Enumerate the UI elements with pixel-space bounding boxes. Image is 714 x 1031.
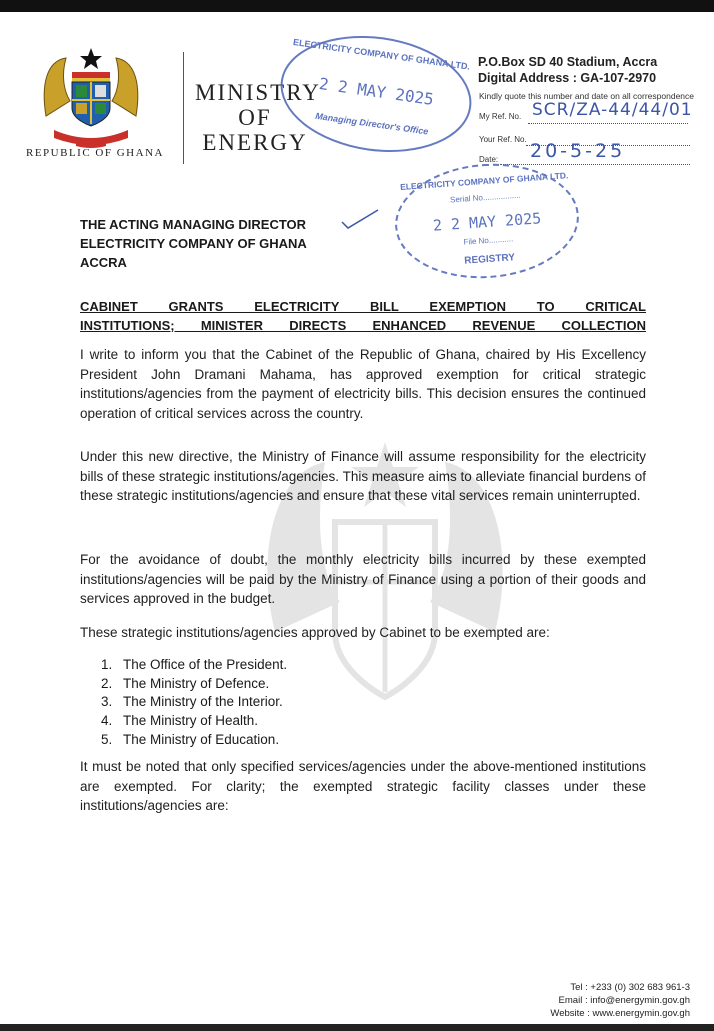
registry-stamp-org: ELECTRICITY COMPANY OF GHANA LTD. <box>399 170 569 192</box>
list-item: 4. The Ministry of Health. <box>101 713 259 729</box>
list-item: 5. The Ministry of Education. <box>101 731 280 747</box>
body-paragraph-5: It must be noted that only specified services/agencies under the above-mentioned institutions are exempted. For clarity; the exempted strategic facility classes under these institutions/agencies are: <box>80 759 646 813</box>
list-item: 1. The Office of the President. <box>101 657 288 672</box>
list-item: 3. The Ministry of the Interior. <box>101 694 283 710</box>
body-paragraph-3: For the avoidance of doubt, the monthly electricity bills incurred by these exempted institutions/agencies will be paid by the Ministry of Finance using a portion of their goods and services approved in the budget. <box>80 552 646 606</box>
subject-heading <box>80 297 646 335</box>
recipient-block <box>80 215 307 272</box>
date-handwritten: 20-5-25 <box>530 140 626 162</box>
subject-line-2: INSTITUTIONS; MINISTER DIRECTS ENHANCED REVENUE COLLECTION <box>80 318 646 333</box>
md-stamp-office: Managing Director's Office <box>314 110 429 137</box>
registry-stamp-date: 2 2 MAY 2025 <box>432 209 542 235</box>
registry-stamp-serial: Serial No................. <box>449 190 521 205</box>
your-ref-label: Your Ref. No. <box>479 135 527 144</box>
recipient-line-3: ACCRA <box>80 255 127 270</box>
footer-email: Email : info@energymin.gov.gh <box>558 995 690 1006</box>
body-paragraph-4: These strategic institutions/agencies approved by Cabinet to be exempted are: <box>80 625 550 640</box>
md-stamp-org: ELECTRICITY COMPANY OF GHANA LTD. <box>292 37 471 72</box>
ministry-line-1: MINISTRY <box>195 80 321 105</box>
top-dark-border <box>0 0 714 12</box>
body-paragraph-1: I write to inform you that the Cabinet of the Republic of Ghana, chaired by His Excellency President John Dramani Mahama, has approved exemption for critical strategic institutions/agencies from the payment of electricity bills. This decision ensures the continued operation of critical services across the country. <box>80 347 646 421</box>
recipient-line-1: THE ACTING MANAGING DIRECTOR <box>80 217 307 232</box>
letter-page <box>0 12 714 1024</box>
registry-stamp <box>391 158 583 285</box>
ministry-line-2: OF <box>238 105 272 130</box>
recipient-line-2: ELECTRICITY COMPANY OF GHANA <box>80 236 307 251</box>
registry-stamp-label: REGISTRY <box>463 252 516 267</box>
registry-stamp-file: File No........... <box>463 234 514 247</box>
handwritten-tick-icon <box>340 208 380 230</box>
contact-footer <box>480 981 690 1020</box>
republic-of-ghana-label: REPUBLIC OF GHANA <box>26 147 164 159</box>
exempted-institutions-list <box>101 656 287 750</box>
footer-tel: Tel : +233 (0) 302 683 961-3 <box>570 982 690 993</box>
date-label: Date: <box>479 155 499 164</box>
footer-website: Website : www.energymin.gov.gh <box>550 1008 690 1019</box>
subject-line-1: CABINET GRANTS ELECTRICITY BILL EXEMPTION TO CRITICAL <box>80 299 646 314</box>
header-divider <box>183 52 184 164</box>
address-digital: Digital Address : GA-107-2970 <box>478 71 657 85</box>
my-ref-line <box>528 123 688 124</box>
md-stamp-date: 2 2 MAY 2025 <box>317 74 435 109</box>
ministry-line-3: ENERGY <box>202 130 308 155</box>
list-item: 2. The Ministry of Defence. <box>101 675 270 691</box>
address-block <box>478 54 708 86</box>
my-ref-label: My Ref. No. <box>479 112 522 121</box>
coat-of-arms-icon <box>36 46 146 151</box>
address-po-box: P.O.Box SD 40 Stadium, Accra <box>478 55 658 69</box>
quote-note: Kindly quote this number and date on all correspondence <box>479 91 695 101</box>
my-ref-handwritten: SCR/ZA-44/44/01 <box>532 100 693 120</box>
bottom-dark-border <box>0 1024 714 1031</box>
date-line <box>500 164 690 165</box>
body-paragraph-2: Under this new directive, the Ministry of Finance will assume responsibility for the electricity bills of these strategic institutions/agencies. This measure aims to alleviate financial burdens of these strategic institutions/agencies and ensure that these vital services remain uninterrupted. <box>80 449 646 503</box>
